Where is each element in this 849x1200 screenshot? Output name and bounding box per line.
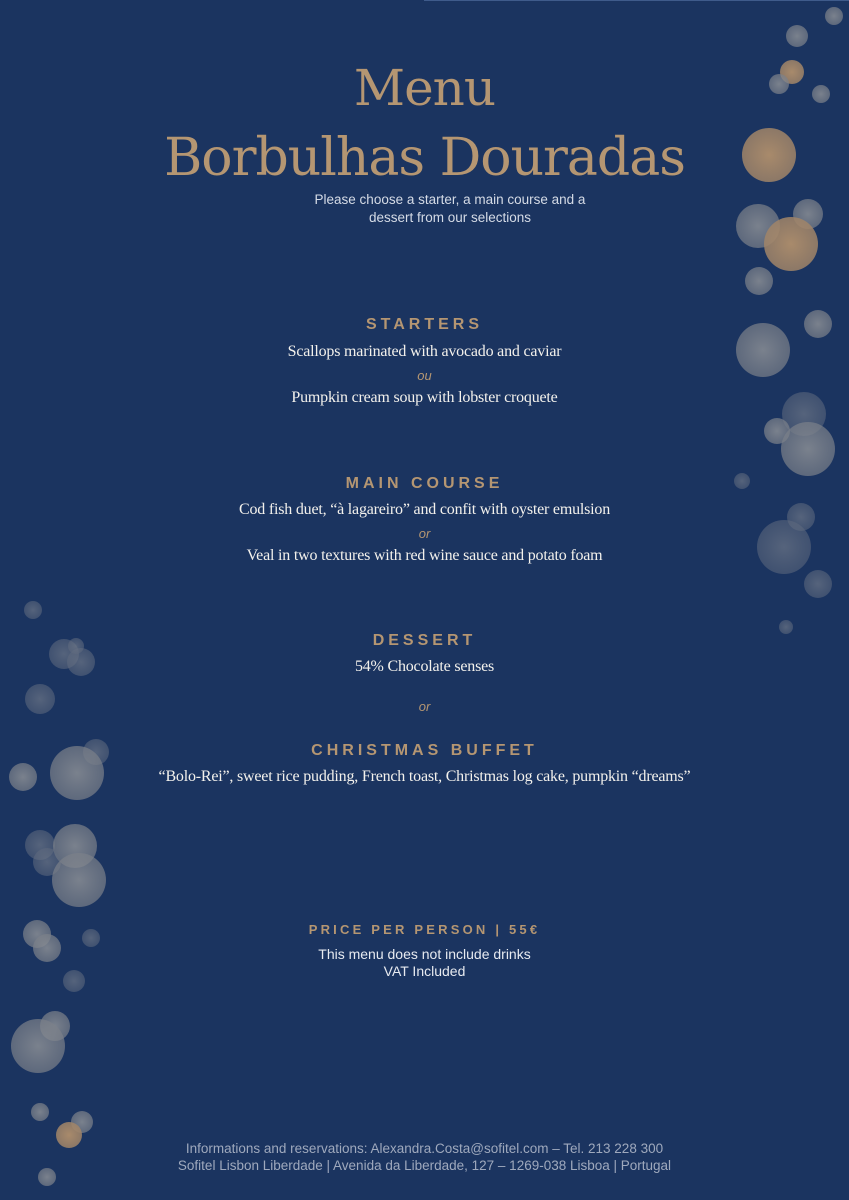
dessert-heading: DESSERT bbox=[372, 632, 477, 649]
main-course-heading: MAIN COURSE bbox=[345, 475, 504, 492]
price-note-drinks: This menu does not include drinks bbox=[318, 946, 531, 962]
dessert-separator: or bbox=[418, 699, 431, 714]
christmas-buffet-heading: CHRISTMAS BUFFET bbox=[311, 742, 538, 759]
price-heading: PRICE PER PERSON | 55€ bbox=[308, 922, 541, 937]
footer-address: Sofitel Lisbon Liberdade | Avenida da Liberdade, 127 – 1269-038 Lisboa | Portugal bbox=[177, 1158, 672, 1173]
starter-item-2: Pumpkin cream soup with lobster croquete bbox=[291, 389, 558, 406]
starter-item-1: Scallops marinated with avocado and caviar bbox=[287, 343, 562, 360]
footer-contact: Informations and reservations: Alexandra.Costa@sofitel.com – Tel. 213 228 300 bbox=[185, 1141, 664, 1156]
main-course-item-1: Cod fish duet, “à lagareiro” and confit with oyster emulsion bbox=[238, 501, 610, 518]
menu-subtitle-line2: dessert from our selections bbox=[368, 210, 532, 225]
starters-separator: ou bbox=[417, 368, 432, 383]
menu-title-line1: Menu bbox=[353, 59, 496, 117]
price-note-vat: VAT Included bbox=[383, 963, 466, 979]
menu-title-line2: Borbulhas Douradas bbox=[164, 128, 685, 188]
main-course-separator: or bbox=[418, 526, 431, 541]
menu-subtitle-line1: Please choose a starter, a main course and a bbox=[314, 192, 586, 207]
dessert-item-1: 54% Chocolate senses bbox=[354, 658, 495, 675]
christmas-buffet-item-1: “Bolo-Rei”, sweet rice pudding, French toast, Christmas log cake, pumpkin “dreams” bbox=[158, 768, 691, 785]
starters-heading: STARTERS bbox=[365, 316, 484, 333]
main-course-item-2: Veal in two textures with red wine sauce and potato foam bbox=[246, 547, 603, 564]
left-bubbles bbox=[9, 601, 109, 1186]
